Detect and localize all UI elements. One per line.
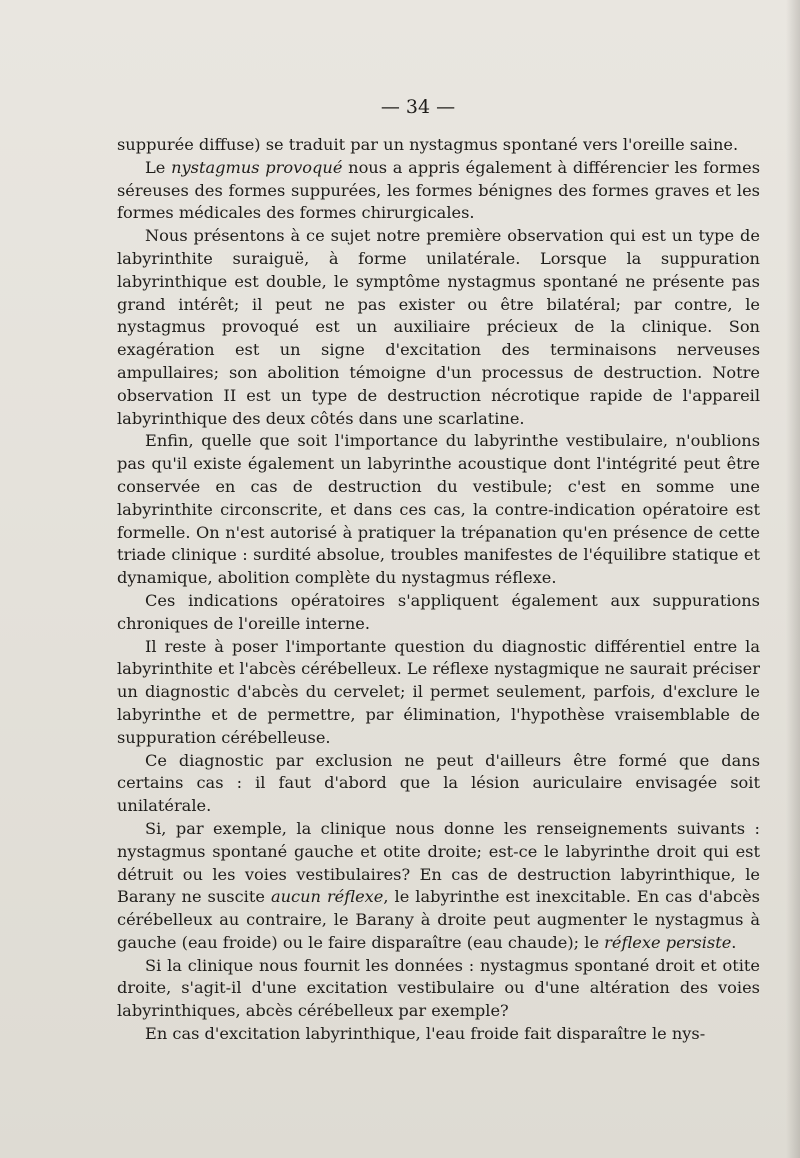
page-edge-shadow xyxy=(786,0,800,1158)
text-run: Nous présentons à ce sujet notre première observation qui est un type de labyrinthite suraiguë, à forme unilatérale. Lorsque la suppuration labyrinthique est double, le symptôme nystagmus spontané ne présente pas grand intérêt; il peut ne pas exister ou être bilatéral; par contre, le nystagmus provoqué est un auxiliaire précieux de la clinique. Son exagération est un signe d'excitation des terminaisons nerveuses ampullaires; son abolition témoigne d'un processus de destruction. Notre observation II est un type de destruction nécrotique rapide de l'appareil labyrinthique des deux côtés dans une scarlatine. xyxy=(117,226,760,428)
body-text xyxy=(117,134,760,1046)
text-run: suppurée diffuse) se traduit par un nystagmus spontané vers l'oreille saine. xyxy=(117,135,739,154)
text-run: . xyxy=(731,932,737,952)
italic-text: réflexe persiste xyxy=(604,932,732,952)
paragraph xyxy=(117,430,760,590)
paragraph xyxy=(117,636,760,750)
text-run: Si la clinique nous fournit les données : nystagmus spontané droit et otite droite, s'agit-il d'une excitation vestibulaire ou d'une altération des voies labyrinthiques, abcès cérébelleux par exemple? xyxy=(117,955,760,1021)
paragraph xyxy=(117,750,760,818)
text-run: nous a appris également à différencier les formes séreuses des formes suppurées, les formes bénignes des formes graves et les formes médicales des formes chirurgicales. xyxy=(117,157,760,223)
text-run: Si, par exemple, la clinique nous donne les renseignements suivants : nystagmus spontané gauche et otite droite; est-ce le labyrinthe droit qui est détruit ou les voies vestibulaires? En cas de destruction labyrinthique, le Barany ne suscite xyxy=(117,818,760,907)
text-run: Il reste à poser l'importante question du diagnostic différentiel entre la labyrinthite et l'abcès cérébelleux. Le réflexe nystagmique ne saurait préciser un diagnostic d'abcès du cervelet; il permet seulement, parfois, d'exclure le labyrinthe et de permettre, par élimination, l'hypothèse vraisemblable de suppuration cérébelleuse. xyxy=(117,636,760,747)
page-number: — 34 — xyxy=(380,96,456,118)
paragraph xyxy=(117,1023,760,1046)
italic-text: nystagmus provoqué xyxy=(171,157,343,177)
text-run: Ce diagnostic par exclusion ne peut d'ailleurs être formé que dans certains cas : il faut d'abord que la lésion auriculaire envisagée soit unilatérale. xyxy=(117,750,760,816)
paragraph xyxy=(117,134,760,157)
text-run: En cas d'excitation labyrinthique, l'eau froide fait disparaître le nys- xyxy=(145,1024,706,1044)
text-run: Le xyxy=(145,157,172,177)
text-run: , le labyrinthe est inexcitable. En cas d'abcès cérébelleux au contraire, le Barany à droite peut augmenter le nystagmus à gauche (eau froide) ou le faire disparaître (eau chaude); le xyxy=(117,887,760,952)
paragraph xyxy=(117,225,760,430)
paragraph xyxy=(117,818,760,955)
paragraph xyxy=(117,590,760,636)
italic-text: aucun réflexe xyxy=(270,887,384,907)
text-run: Ces indications opératoires s'appliquent également aux suppurations chroniques de l'oreille interne. xyxy=(117,590,760,633)
paragraph xyxy=(117,955,760,1023)
text-run: Enfin, quelle que soit l'importance du labyrinthe vestibulaire, n'oublions pas qu'il existe également un labyrinthe acoustique dont l'intégrité peut être conservée en cas de destruction du vestibule; c'est en somme une labyrinthite circonscrite, et dans ces cas, la contre-indication opératoire est formelle. On n'est autorisé à pratiquer la trépanation qu'en présence de cette triade clinique : surdité absolue, troubles manifestes de l'équilibre statique et dynamique, abolition complète du nystagmus réflexe. xyxy=(117,431,760,588)
paragraph xyxy=(117,157,760,225)
